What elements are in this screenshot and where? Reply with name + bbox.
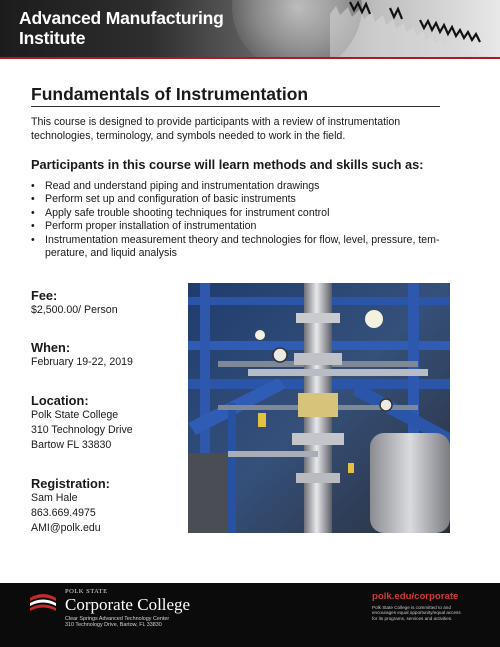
registration-lines (31, 491, 101, 536)
institute-title (19, 8, 224, 48)
footer-address (65, 616, 169, 629)
skills-heading: Participants in this course will learn methods and skills such as: (31, 157, 424, 172)
course-title: Fundamentals of Instrumentation (31, 84, 309, 104)
skill-item: • Perform proper installation of instrumentation (31, 220, 451, 233)
institute-title-line2: Institute (19, 28, 86, 48)
location-label: Location: (31, 393, 89, 408)
location-street: 310 Technology Drive (31, 424, 133, 436)
registration-contact: Sam Hale (31, 492, 78, 504)
when-value: February 19-22, 2019 (31, 356, 133, 368)
footer-url-link[interactable]: polk.edu/corporate (372, 591, 459, 602)
header-rule (0, 57, 500, 59)
footer (0, 583, 500, 647)
saw-blade-graphic (330, 0, 500, 57)
skill-item: • Instrumentation measurement theory and technologies for flow, level, pressure, tem-perature, and liquid analysis (31, 234, 451, 261)
instrumentation-photo (188, 283, 450, 533)
footer-corporate-college: Corporate College (65, 595, 191, 614)
footer-eo-line1: Polk State College is committed to and (372, 605, 451, 610)
footer-address-line2: 310 Technology Drive, Bartow, FL 33830 (65, 622, 162, 629)
polk-state-logo-icon (28, 592, 58, 616)
when-label: When: (31, 340, 71, 355)
footer-eo-line3: for its programs, services and activities. (372, 615, 453, 621)
footer-polk-state: POLK STATE (65, 588, 108, 595)
registration-phone: 863.669.4975 (31, 507, 96, 519)
fee-label: Fee: (31, 288, 58, 303)
skill-item: • Perform set up and configuration of basic instruments (31, 193, 451, 206)
industrial-piping-image (188, 283, 450, 533)
registration-email[interactable]: AMI@polk.edu (31, 522, 101, 534)
footer-address-line1: Clear Springs Advanced Technology Center (65, 616, 170, 622)
location-lines (31, 408, 133, 453)
registration-label: Registration: (31, 476, 110, 491)
location-city: Bartow FL 33830 (31, 439, 112, 451)
skill-item: • Read and understand piping and instrumentation drawings (31, 180, 451, 193)
skill-item: • Apply safe trouble shooting techniques for instrument control (31, 207, 451, 220)
title-divider (31, 106, 440, 107)
footer-eo-line2: encourages equal opportunity/equal access (372, 610, 461, 616)
institute-title-line1: Advanced Manufacturing (19, 8, 224, 28)
fee-value: $2,500.00/ Person (31, 304, 118, 316)
course-intro: This course is designed to provide participants with a review of instrumentation technologies, terminology, and symbols needed to work in the field. (31, 116, 401, 142)
skills-list (31, 180, 451, 260)
header-banner (0, 0, 500, 57)
location-name: Polk State College (31, 409, 119, 421)
footer-eo-statement (372, 605, 490, 621)
